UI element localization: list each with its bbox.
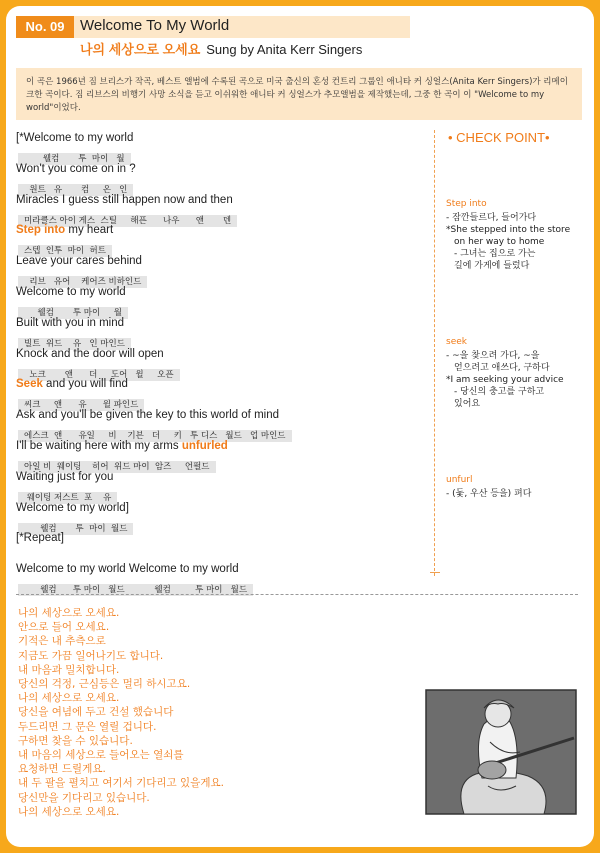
translation-line: 나의 세상으로 오세요.: [18, 692, 120, 705]
lyric-line: [16, 500, 426, 534]
lyric-line: [16, 346, 426, 380]
lyric-line: [16, 161, 426, 195]
translation-line: 당신을 여념에 두고 건설 했습니다: [18, 706, 174, 719]
pronunciation-guide: 미라클스 아이 게스 스틸 해픈 나우 앤 덴: [18, 215, 237, 227]
pronunciation-guide: 웰컴 투 마이 월드 웰컴 투 마이 월드: [18, 584, 253, 596]
lyric-english: [16, 346, 426, 362]
lyric-english: [16, 407, 426, 423]
translation-line: 요청하면 드릴게요.: [18, 763, 106, 776]
song-subtitle: [80, 39, 362, 58]
checkpoint-line: *I am seeking your advice: [446, 375, 564, 385]
lyric-sheet-page: [6, 6, 594, 847]
checkpoint-line: - 그녀는 집으로 가는: [454, 249, 536, 259]
lyric-line: [16, 315, 426, 349]
pronunciation-guide: 웰컴 투 마이 월드: [18, 523, 133, 535]
lyric-english: [16, 222, 426, 238]
lyric-text: and you will find: [42, 378, 128, 391]
artist-credit: Sung by Anita Kerr Singers: [206, 42, 363, 57]
checkpoint-line: 얻으려고 애쓰다, 구하다: [454, 363, 550, 373]
pronunciation-guide: 웨이팅 저스트 포 유: [18, 492, 117, 504]
lyric-line: [16, 407, 426, 442]
key-expression: unfurled: [181, 439, 228, 452]
lyric-text: I'll be waiting here with my arms: [16, 439, 182, 452]
pronunciation-guide: 웰컴 투 마이 월: [18, 307, 128, 319]
lyric-english: [16, 438, 426, 454]
lyric-text: my heart: [65, 224, 114, 237]
lyric-line: [16, 561, 426, 596]
lyric-english: [16, 500, 426, 516]
lyric-line: [16, 376, 426, 411]
pronunciation-guide: 원트 유 컴 온 인: [18, 184, 133, 196]
translation-line: 당신만을 기다리고 있습니다.: [18, 791, 150, 804]
checkpoint-word: Step into: [446, 199, 487, 209]
lyric-english: [16, 284, 426, 300]
sitar-player-image: [424, 682, 578, 822]
korean-translation: [18, 606, 318, 819]
pronunciation-guide: 노크 앤 더 도어 윌 오픈: [18, 369, 180, 381]
pronunciation-guide: 에스크 앤 유일 비 기븐 더 키 투 디스 월드 업 마인드: [18, 430, 292, 442]
lyric-text: Miracles I guess still happen now and then: [16, 193, 233, 206]
lyric-line: [16, 222, 426, 257]
checkpoint-line: - (돛, 우산 등을) 펴다: [446, 489, 532, 499]
translation-line: 나의 세상으로 오세요.: [18, 607, 120, 619]
checkpoint-line: - 당신의 충고를 구하고: [454, 387, 545, 397]
song-header: [16, 16, 416, 60]
checkpoint-item: [446, 336, 586, 410]
column-divider: [434, 130, 435, 576]
sitar-player-illustration: [424, 682, 578, 822]
korean-title: 나의 세상으로 오세요: [80, 42, 201, 57]
lyric-text: Welcome to my world Welcome to my world: [16, 563, 239, 576]
lyric-english: [16, 561, 426, 577]
translation-line: 안으로 들어 오세요.: [18, 621, 110, 634]
translation-line: 두드리면 그 문은 열릴 겁니다.: [18, 720, 157, 733]
translation-line: 나의 세상으로 오세요.: [18, 805, 120, 818]
pronunciation-guide: 아일 비 웨이팅 히어 위드 마이 암즈 언펄드: [18, 461, 216, 473]
lyric-text: Waiting just for you: [16, 470, 114, 483]
checkpoint-heading: • CHECK POINT•: [448, 130, 550, 145]
checkpoint-item: [446, 198, 586, 272]
lyric-english: [16, 192, 426, 208]
translation-line: 내 마음의 세상으로 들어오는 열쇠를: [18, 749, 184, 762]
checkpoint-line: - 잠깐들르다, 들어가다: [446, 213, 537, 223]
checkpoint-line: - ~을 찾으려 가다, ~을: [446, 351, 540, 361]
checkpoint-item: [446, 474, 586, 500]
checkpoint-word: seek: [446, 337, 467, 347]
checkpoint-line: 길에 가게에 들렀다: [454, 261, 530, 271]
key-expression: Step into: [16, 224, 66, 237]
pronunciation-guide: 빌트 위드 유 인 마인드: [18, 338, 131, 350]
key-expression: Seek: [16, 378, 43, 391]
intro-text: 이 곡은 1966년 짐 브리스가 작곡, 베스트 앨범에 수록된 곡으로 미국 출신의 혼성 컨트리 그룹인 애니타 커 싱얼스(Anita Kerr Singers)가 리메이크한 곡이다. 짐 리브스의 비행기 사망 소식을 듣고 이쉬워한 애니타 커 싱얼스가 추모앨범을 제작했는데, 그중 한 곡이 이 "Welcome to my world"이었다.: [16, 68, 582, 120]
translation-line: 구하면 찾을 수 있습니다.: [18, 734, 133, 747]
pronunciation-guide: 웰컴 투 마이 월: [18, 153, 131, 165]
lyric-text: [*Welcome to my world: [16, 132, 134, 144]
lyric-line: [16, 253, 426, 288]
translation-line: 내 두 팔을 펼치고 여기서 기다리고 있을게요.: [18, 777, 224, 790]
translation-line: 당신의 걱정, 근심등은 멀리 하시고요.: [18, 678, 191, 691]
checkpoint-line: 있어요: [454, 399, 481, 409]
section-divider: [16, 594, 578, 595]
lyric-english: [16, 469, 426, 485]
lyric-text: Knock and the door will open: [16, 347, 164, 360]
lyric-text: Built with you in mind: [16, 316, 125, 329]
checkpoint-word: unfurl: [446, 475, 473, 485]
song-title: Welcome To My World: [80, 17, 230, 34]
lyric-text: Welcome to my world: [16, 285, 126, 298]
translation-line: 지금도 가끔 일어나기도 합니다.: [18, 649, 164, 662]
lyric-english: [16, 315, 426, 331]
lyric-line: [16, 530, 426, 561]
lyric-text: Welcome to my world]: [16, 501, 129, 514]
lyric-line: [16, 438, 426, 472]
lyric-english: [16, 376, 426, 392]
lyric-english: [16, 253, 426, 269]
lyric-text: Ask and you'll be given the key to this world of mind: [16, 409, 280, 422]
lyric-text: [*Repeat]: [16, 532, 64, 545]
pronunciation-guide: 스텝 인투 마이 허트: [18, 245, 112, 257]
pronunciation-guide: 리브 유어 케어즈 비하인드: [18, 276, 147, 288]
pronunciation-guide: 씨크 앤 유 윌 파인드: [18, 399, 144, 411]
lyric-line: [16, 130, 426, 164]
checkpoint-line: *She stepped into the store: [446, 225, 571, 235]
lyric-english: [16, 130, 426, 146]
column-divider-end: [430, 572, 440, 573]
translation-line: 내 마음과 밀치합니다.: [18, 663, 120, 676]
lyric-english: [16, 530, 426, 546]
lyric-line: [16, 284, 426, 318]
translation-line: 기적은 내 추측으로: [18, 635, 106, 648]
lyric-text: Leave your cares behind: [16, 255, 142, 268]
checkpoint-line: on her way to home: [454, 237, 545, 247]
lyric-english: [16, 161, 426, 177]
lyrics-block: [16, 130, 426, 596]
song-number-badge: No. 09: [16, 16, 74, 38]
lyric-line: [16, 192, 426, 226]
lyric-text: Won't you come on in ?: [16, 162, 136, 175]
lyric-line: [16, 469, 426, 503]
